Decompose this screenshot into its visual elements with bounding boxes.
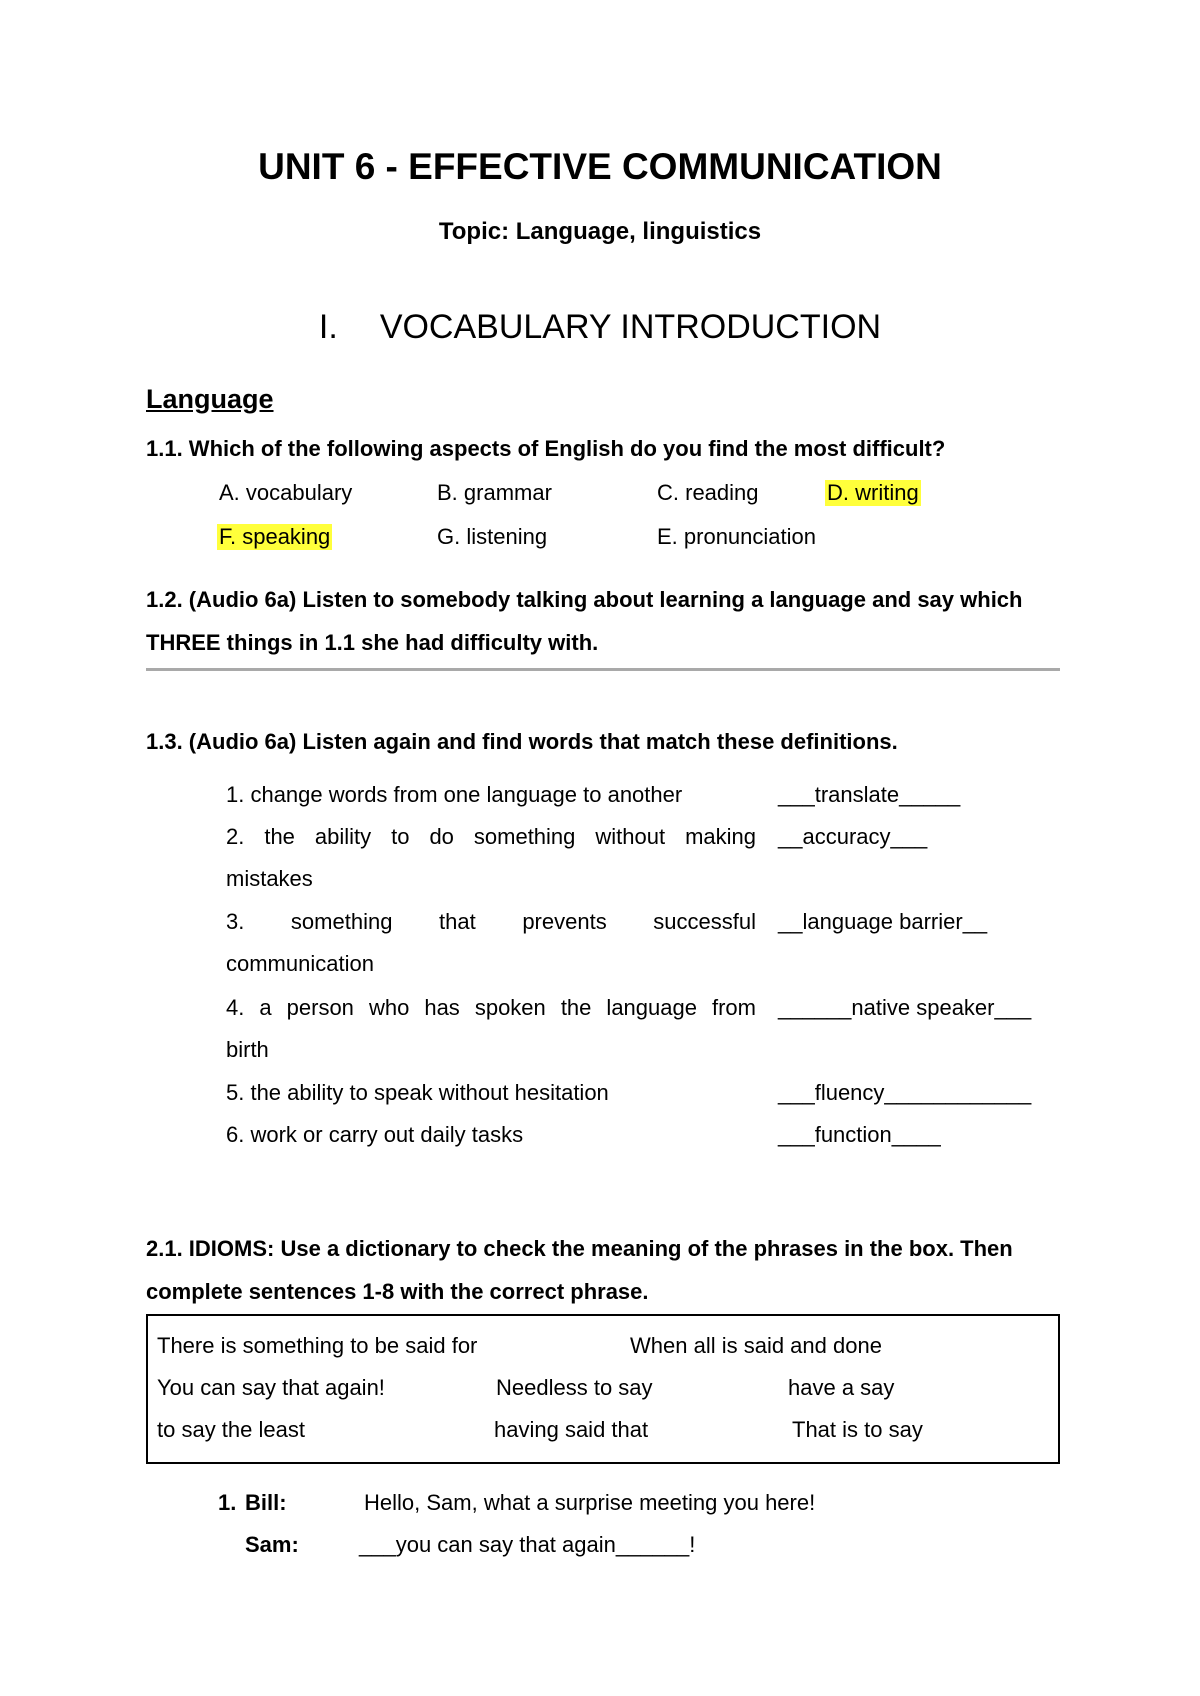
answer-2: __accuracy___ — [778, 824, 928, 849]
option-b: B. grammar — [437, 480, 552, 505]
definition-3: 3. something that prevents successful — [226, 909, 756, 934]
speaker-bill: Bill: — [245, 1490, 287, 1515]
topic-line: Topic: Language, linguistics — [438, 218, 762, 245]
section-heading — [0, 308, 1200, 347]
idiom-7: having said that — [494, 1417, 649, 1442]
page-title: UNIT 6 - EFFECTIVE COMMUNICATION — [258, 146, 942, 187]
answer-6: ___function____ — [778, 1122, 941, 1147]
idiom-4: Needless to say — [496, 1375, 653, 1400]
answer-5: ___fluency____________ — [778, 1080, 1032, 1105]
question-1-2-line1: 1.2. (Audio 6a) Listen to somebody talking about learning a language and say which — [146, 587, 1023, 612]
definition-2: 2. the ability to do something without making — [226, 824, 756, 849]
definition-2-cont: mistakes — [226, 866, 313, 891]
option-f-highlighted: F. speaking — [219, 524, 331, 549]
idiom-3: You can say that again! — [157, 1375, 385, 1400]
answer-line-divider — [146, 668, 1060, 671]
answer-3: __language barrier__ — [778, 909, 988, 934]
question-1-3: 1.3. (Audio 6a) Listen again and find words that match these definitions. — [146, 729, 898, 754]
question-2-1-line2: complete sentences 1-8 with the correct phrase. — [146, 1279, 649, 1304]
question-1-2-line2: THREE things in 1.1 she had difficulty with. — [146, 630, 599, 655]
section-number: I. — [318, 308, 338, 346]
option-g: G. listening — [437, 524, 548, 549]
option-e: E. pronunciation — [657, 524, 816, 549]
speaker-sam: Sam: — [245, 1532, 299, 1557]
idiom-5: have a say — [788, 1375, 895, 1400]
question-1-1: 1.1. Which of the following aspects of English do you find the most difficult? — [146, 436, 946, 461]
dialogue-number: 1. — [218, 1490, 237, 1515]
sam-line: ___you can say that again______! — [359, 1532, 696, 1557]
option-a: A. vocabulary — [219, 480, 353, 505]
idiom-6: to say the least — [157, 1417, 305, 1442]
definition-4: 4. a person who has spoken the language from — [226, 995, 756, 1020]
answer-1: ___translate_____ — [778, 782, 961, 807]
idiom-1: There is something to be said for — [157, 1333, 478, 1358]
definition-4-cont: birth — [226, 1037, 269, 1062]
idiom-8: That is to say — [792, 1417, 923, 1442]
definition-3-cont: communication — [226, 951, 374, 976]
definition-6: 6. work or carry out daily tasks — [226, 1122, 524, 1147]
question-2-1-line1: 2.1. IDIOMS: Use a dictionary to check the meaning of the phrases in the box. Then — [146, 1236, 1013, 1261]
bill-line: Hello, Sam, what a surprise meeting you here! — [364, 1490, 816, 1515]
subheading-language: Language — [146, 384, 274, 414]
option-d-highlighted: D. writing — [827, 480, 919, 505]
answer-4: ______native speaker___ — [778, 995, 1032, 1020]
idiom-2: When all is said and done — [630, 1333, 882, 1358]
section-label: VOCABULARY INTRODUCTION — [379, 308, 882, 346]
option-c: C. reading — [657, 480, 759, 505]
definition-1: 1. change words from one language to another — [226, 782, 683, 807]
definition-5: 5. the ability to speak without hesitation — [226, 1080, 609, 1105]
